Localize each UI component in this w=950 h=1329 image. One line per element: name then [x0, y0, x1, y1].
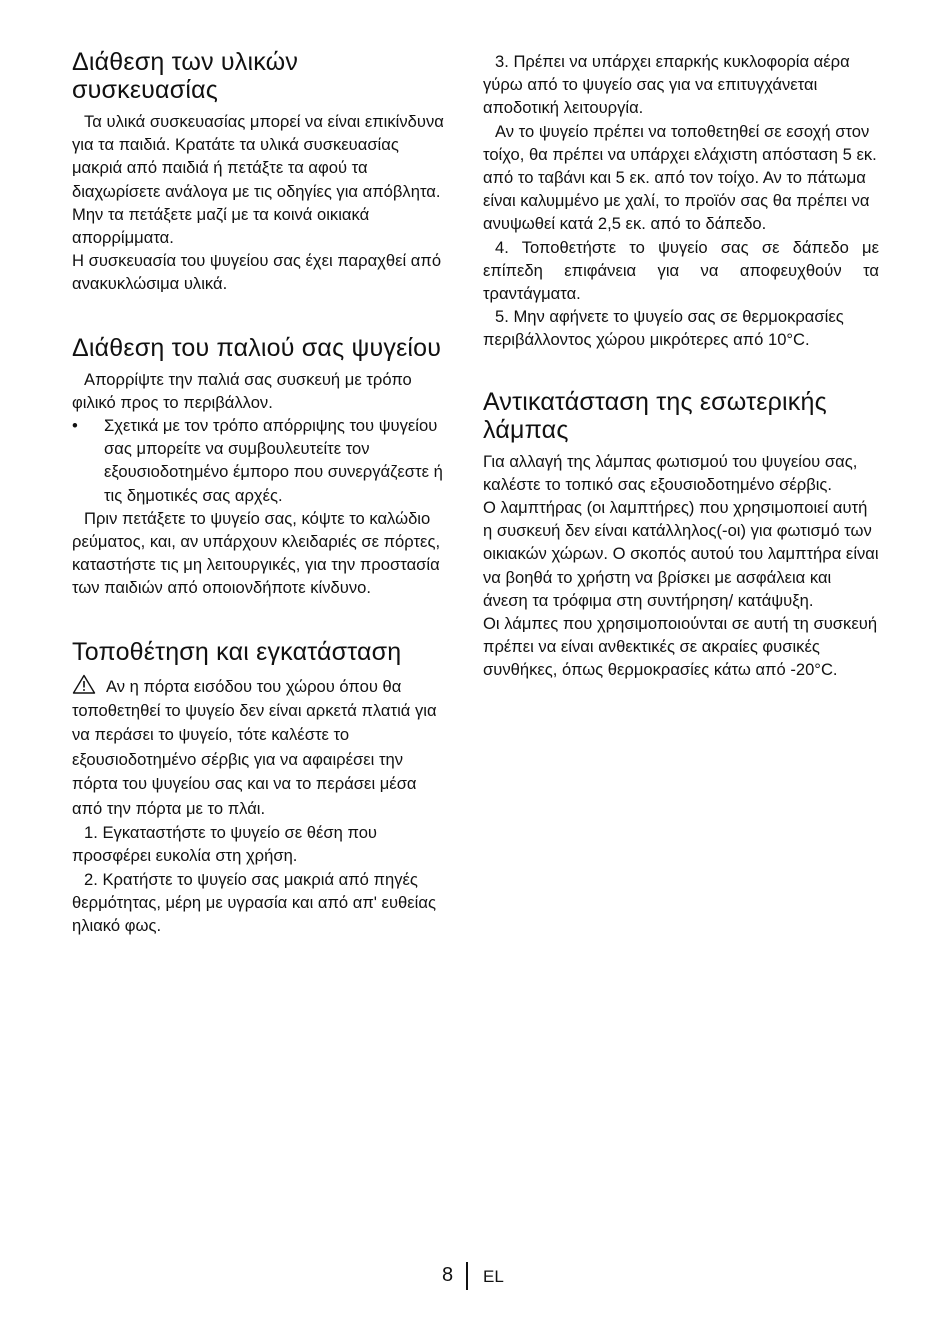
lamp-paragraph-3: Οι λάμπες που χρησιμοποιούνται σε αυτή τη συσκευή πρέπει να είναι ανθεκτικές σε ακραίες φυσικές συνθήκες, όπως θερμοκρασίες κάτω από -20°C.	[483, 614, 878, 680]
installation-warning	[72, 674, 444, 821]
page-footer	[0, 1262, 950, 1292]
installation-heading: Τοποθέτηση και εγκατάσταση	[72, 637, 402, 666]
footer-divider	[466, 1262, 468, 1290]
packaging-paragraph-1: Τα υλικά συσκευασίας μπορεί να είναι επικίνδυνα για τα παιδιά. Κρατάτε τα υλικά συσκευασίας μακριά από παιδιά ή πετάξτε τα αφού τα διαχωρίσετε ανάλογα με τις οδηγίες για απόβλητα. Μην τα πετάξετε μαζί με τα κοινά οικιακά απορρίμματα.	[72, 112, 444, 248]
old-fridge-paragraph-2: Πριν πετάξετε το ψυγείο σας, κόψτε το καλώδιο ρεύματος, και, αν υπάρχουν κλειδαριές σε πόρτες, καταστήστε τις μη λειτουργικές, για την προστασία των παιδιών από οποιονδήποτε κίνδυνο.	[72, 508, 441, 598]
installation-step-4: 4. Τοποθετήστε το ψυγείο σας σε δάπεδο με επίπεδη επιφάνεια για να αποφευχθούν τα τραντάγματα.	[483, 237, 879, 304]
installation-step-2: 2. Κρατήστε το ψυγείο σας μακριά από πηγές θερμότητας, μέρη με υγρασία και από απ' ευθείας ηλιακό φως.	[72, 869, 436, 935]
bullet-symbol: •	[72, 416, 78, 436]
installation-step-1: 1. Εγκαταστήστε το ψυγείο σε θέση που προσφέρει ευκολία στη χρήση.	[72, 823, 377, 866]
installation-step-3: 3. Πρέπει να υπάρχει επαρκής κυκλοφορία αέρα γύρω από το ψυγείο σας για να επιτυγχάνεται αποδοτική λειτουργία.	[483, 52, 850, 118]
installation-step-3-detail: Αν το ψυγείο πρέπει να τοποθετηθεί σε εσοχή στον τοίχο, θα πρέπει να υπάρχει ελάχιστη απόσταση 5 εκ. από το ταβάνι και 5 εκ. από τον τοίχο. Αν το πάτωμα είναι καλυμμένο με χαλί, το προϊόν σας θα πρέπει να ανυψωθεί κατά 2,5 εκ. από το δάπεδο.	[483, 121, 877, 234]
old-fridge-paragraph-1: Απορρίψτε την παλιά σας συσκευή με τρόπο φιλικό προς το περιβάλλον.	[72, 369, 412, 412]
packaging-paragraph-2: Η συσκευασία του ψυγείου σας έχει παραχθεί από ανακυκλώσιμα υλικά.	[72, 251, 442, 294]
lamp-paragraph-1: Για αλλαγή της λάμπας φωτισμού του ψυγείου σας, καλέστε το τοπικό σας εξουσιοδοτημένο σέρβις.	[483, 451, 858, 494]
warning-text: Αν η πόρτα εισόδου του χώρου όπου θα τοποθετηθεί το ψυγείο δεν είναι αρκετά πλατιά για να περάσει το ψυγείο, τότε καλέστε το εξουσιοδοτημένο σέρβις για να αφαιρέσει την πόρτα του ψυγείου σας και να το περάσει μέσα από την πόρτα με το πλάι.	[72, 676, 437, 818]
lamp-paragraph-2: Ο λαμπτήρας (οι λαμπτήρες) που χρησιμοποιεί αυτή η συσκευή δεν είναι κατάλληλος(-οι) για φωτισμό των οικιακών χώρων. Ο σκοπός αυτού του λαμπτήρα είναι να βοηθά το χρήστη να βρίσκει με ασφάλεια και άνεση τα τρόφιμα στη συντήρηση/ κατάψυξη.	[483, 498, 879, 610]
old-fridge-heading: Διάθεση του παλιού σας ψυγείου	[72, 333, 442, 362]
old-fridge-bullet	[72, 414, 444, 507]
warning-triangle-icon	[72, 674, 96, 694]
lamp-heading: Αντικατάσταση της εσωτερικής λάμπας	[483, 387, 827, 444]
page-number: 8	[442, 1264, 454, 1286]
left-column	[72, 48, 444, 937]
bullet-text: Σχετικά με τον τρόπο απόρριψης του ψυγείου σας μπορείτε να συμβουλευτείτε τον εξουσιοδοτημένο έμπορο που συνεργάζεστε ή τις δημοτικές σας αρχές.	[104, 416, 443, 505]
packaging-heading: Διάθεση των υλικών συσκευασίας	[72, 48, 299, 104]
installation-step-5: 5. Μην αφήνετε το ψυγείο σας σε θερμοκρασίες περιβάλλοντος χώρου μικρότερες από 10°C.	[483, 307, 844, 350]
right-column	[483, 50, 879, 682]
language-code: EL	[483, 1267, 504, 1286]
